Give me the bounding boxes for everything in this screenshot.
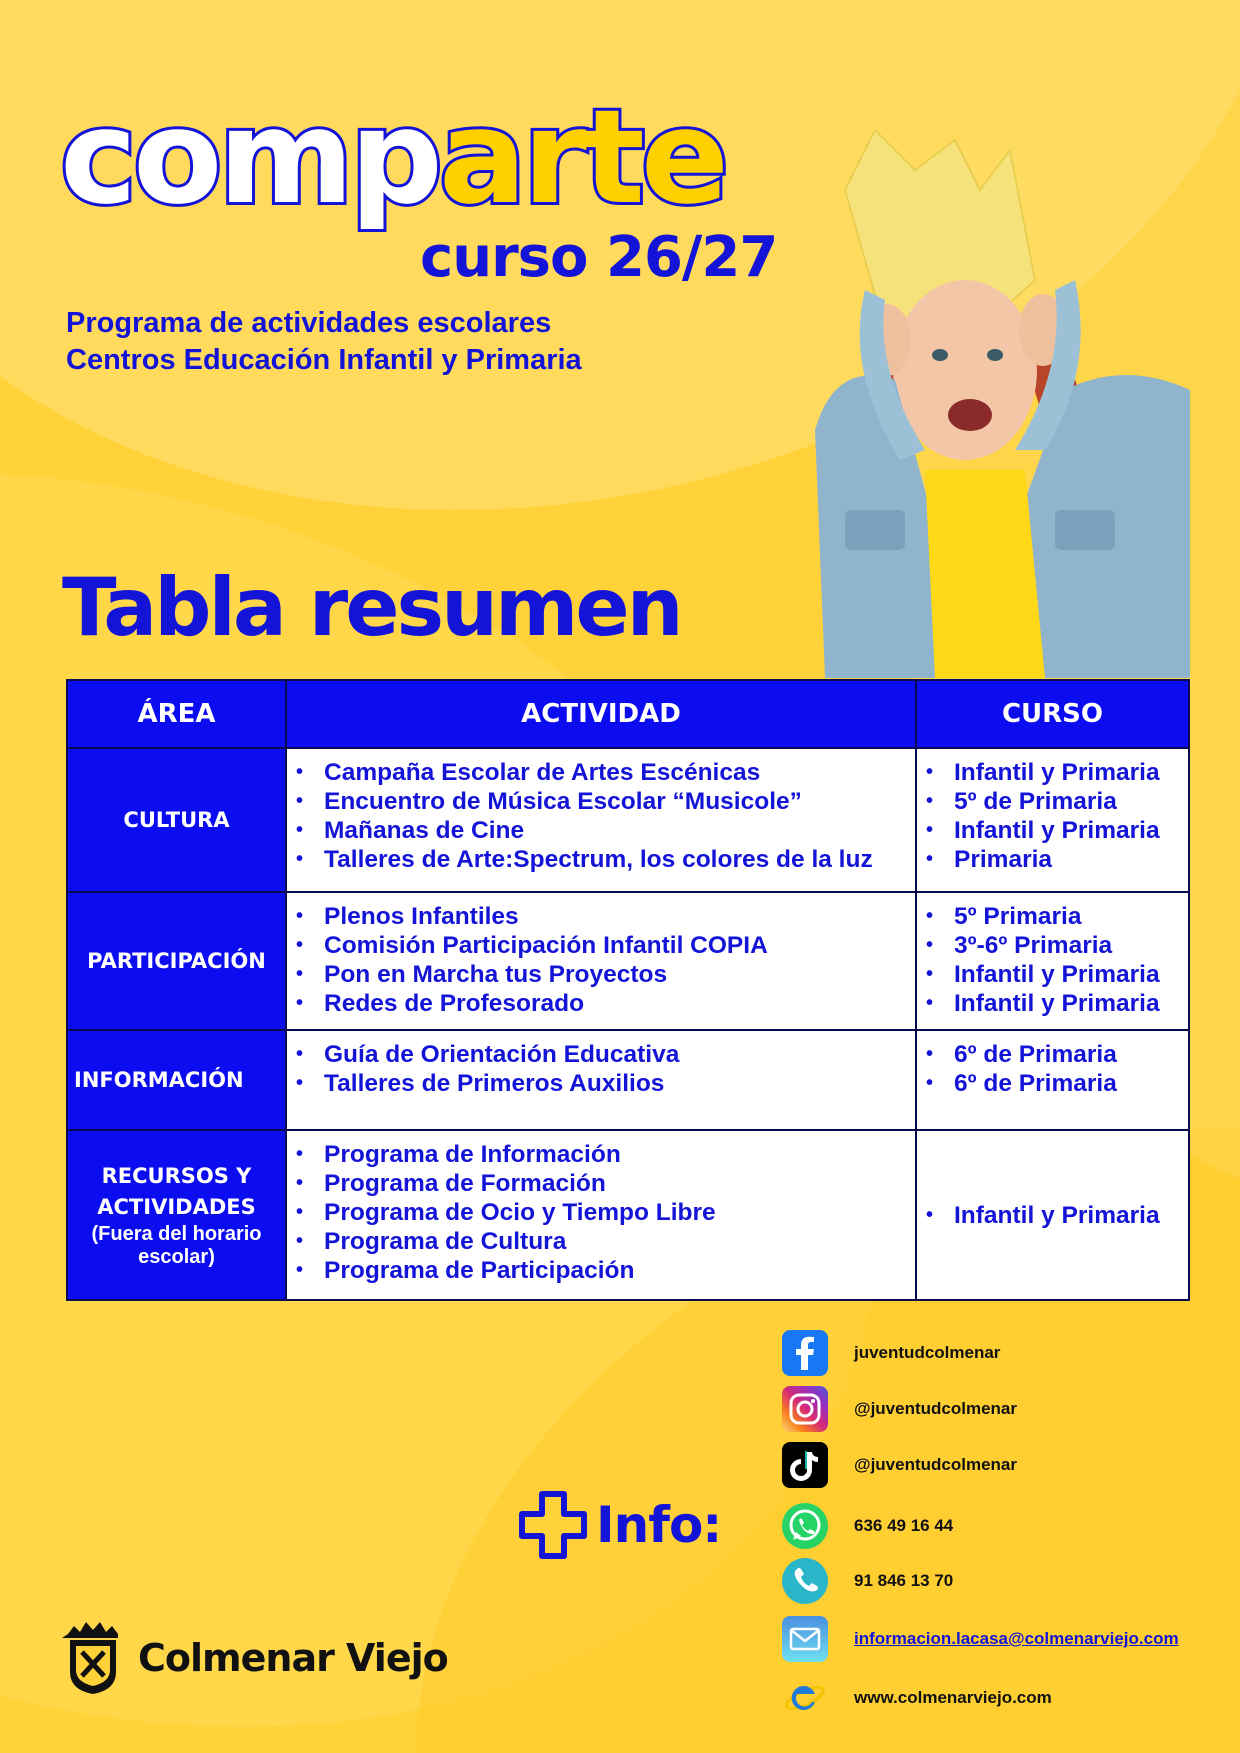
column-header-activity: ACTIVIDAD <box>286 680 916 748</box>
area-line-2: ACTIVIDADES <box>97 1195 256 1219</box>
colmenar-viejo-logo <box>62 1620 448 1696</box>
activity-cell <box>286 1030 916 1130</box>
area-cell <box>67 1130 286 1300</box>
title-logo <box>60 81 726 233</box>
table-row-informacion <box>67 1030 1189 1130</box>
contact-text[interactable]: informacion.lacasa@colmenarviejo.com <box>854 1629 1179 1648</box>
activity-cell <box>286 748 916 892</box>
activity-cell <box>286 1130 916 1300</box>
table-row-participacion <box>67 892 1189 1030</box>
list-item: • Programa de Ocio y Tiempo Libre <box>288 1198 914 1227</box>
area-note: (Fuera del horario escolar) <box>91 1223 262 1268</box>
web-icon <box>782 1675 828 1721</box>
list-item: • Mañanas de Cine <box>288 816 914 845</box>
list-item: • Encuentro de Música Escolar “Musicole” <box>288 787 914 816</box>
list-item: • Infantil y Primaria <box>918 816 1187 845</box>
info-label: Info: <box>596 1496 722 1554</box>
subtitle-line-2: Centros Educación Infantil y Primaria <box>66 344 582 376</box>
course-cell <box>916 748 1189 892</box>
summary-table <box>66 679 1190 1301</box>
list-item: • 3º-6º Primaria <box>918 931 1187 960</box>
more-info <box>518 1490 721 1560</box>
contact-phone[interactable] <box>782 1558 953 1604</box>
course-year: curso 26/27 <box>420 225 778 290</box>
list-item: • Programa de Información <box>288 1140 914 1169</box>
girl-with-crown-photo <box>805 130 1190 678</box>
table-row-cultura <box>67 748 1189 892</box>
area-cell: CULTURA <box>67 748 286 892</box>
contact-text[interactable]: www.colmenarviejo.com <box>854 1688 1052 1707</box>
contact-text: @juventudcolmenar <box>854 1455 1017 1474</box>
email-icon <box>782 1616 828 1662</box>
plus-icon <box>518 1490 588 1560</box>
list-item: • Talleres de Primeros Auxilios <box>288 1069 914 1098</box>
contact-text: @juventudcolmenar <box>854 1399 1017 1418</box>
phone-icon <box>782 1558 828 1604</box>
area-line-1: RECURSOS Y <box>101 1164 252 1188</box>
list-item: • Programa de Participación <box>288 1256 914 1285</box>
list-item: • Talleres de Arte:Spectrum, los colores de la luz <box>288 845 914 874</box>
list-item: • Pon en Marcha tus Proyectos <box>288 960 914 989</box>
list-item: • Infantil y Primaria <box>918 989 1187 1018</box>
facebook-icon <box>782 1330 828 1376</box>
contact-tiktok[interactable] <box>782 1442 1017 1488</box>
column-header-area: ÁREA <box>67 680 286 748</box>
tiktok-icon <box>782 1442 828 1488</box>
subtitle <box>66 305 582 379</box>
area-cell: INFORMACIÓN <box>67 1030 286 1130</box>
course-cell <box>916 1130 1189 1300</box>
instagram-icon <box>782 1386 828 1432</box>
whatsapp-icon <box>782 1503 828 1549</box>
summary-heading: Tabla resumen <box>62 561 681 654</box>
list-item: • Campaña Escolar de Artes Escénicas <box>288 758 914 787</box>
contact-text: 91 846 13 70 <box>854 1571 954 1590</box>
contact-whatsapp[interactable] <box>782 1503 953 1549</box>
list-item: • Comisión Participación Infantil COPIA <box>288 931 914 960</box>
list-item: • Programa de Cultura <box>288 1227 914 1256</box>
column-header-course: CURSO <box>916 680 1189 748</box>
list-item: • Primaria <box>918 845 1187 874</box>
list-item: • Infantil y Primaria <box>918 960 1187 989</box>
subtitle-line-1: Programa de actividades escolares <box>66 307 552 339</box>
contact-web[interactable] <box>782 1675 1052 1721</box>
coat-of-arms-icon <box>62 1620 124 1696</box>
title-part-arte: arte <box>438 81 726 233</box>
logo-text: Colmenar Viejo <box>138 1636 448 1680</box>
list-item: • Guía de Orientación Educativa <box>288 1040 914 1069</box>
list-item: • Redes de Profesorado <box>288 989 914 1018</box>
list-item: • Plenos Infantiles <box>288 902 914 931</box>
activity-cell <box>286 892 916 1030</box>
course-cell <box>916 892 1189 1030</box>
list-item: • 6º de Primaria <box>918 1069 1187 1098</box>
table-header-row <box>67 680 1189 748</box>
contact-instagram[interactable] <box>782 1386 1017 1432</box>
list-item: • Infantil y Primaria <box>918 1201 1187 1230</box>
list-item: • 6º de Primaria <box>918 1040 1187 1069</box>
list-item: • 5º de Primaria <box>918 787 1187 816</box>
list-item: • Infantil y Primaria <box>918 758 1187 787</box>
contact-text: 636 49 16 44 <box>854 1516 954 1535</box>
table-row-recursos <box>67 1130 1189 1300</box>
area-cell: PARTICIPACIÓN <box>67 892 286 1030</box>
list-item: • Programa de Formación <box>288 1169 914 1198</box>
course-cell <box>916 1030 1189 1130</box>
contact-text: juventudcolmenar <box>854 1343 1001 1362</box>
list-item: • 5º Primaria <box>918 902 1187 931</box>
title-part-comp: comp <box>60 81 439 233</box>
contact-facebook[interactable] <box>782 1330 1000 1376</box>
contact-email[interactable] <box>782 1616 1179 1662</box>
